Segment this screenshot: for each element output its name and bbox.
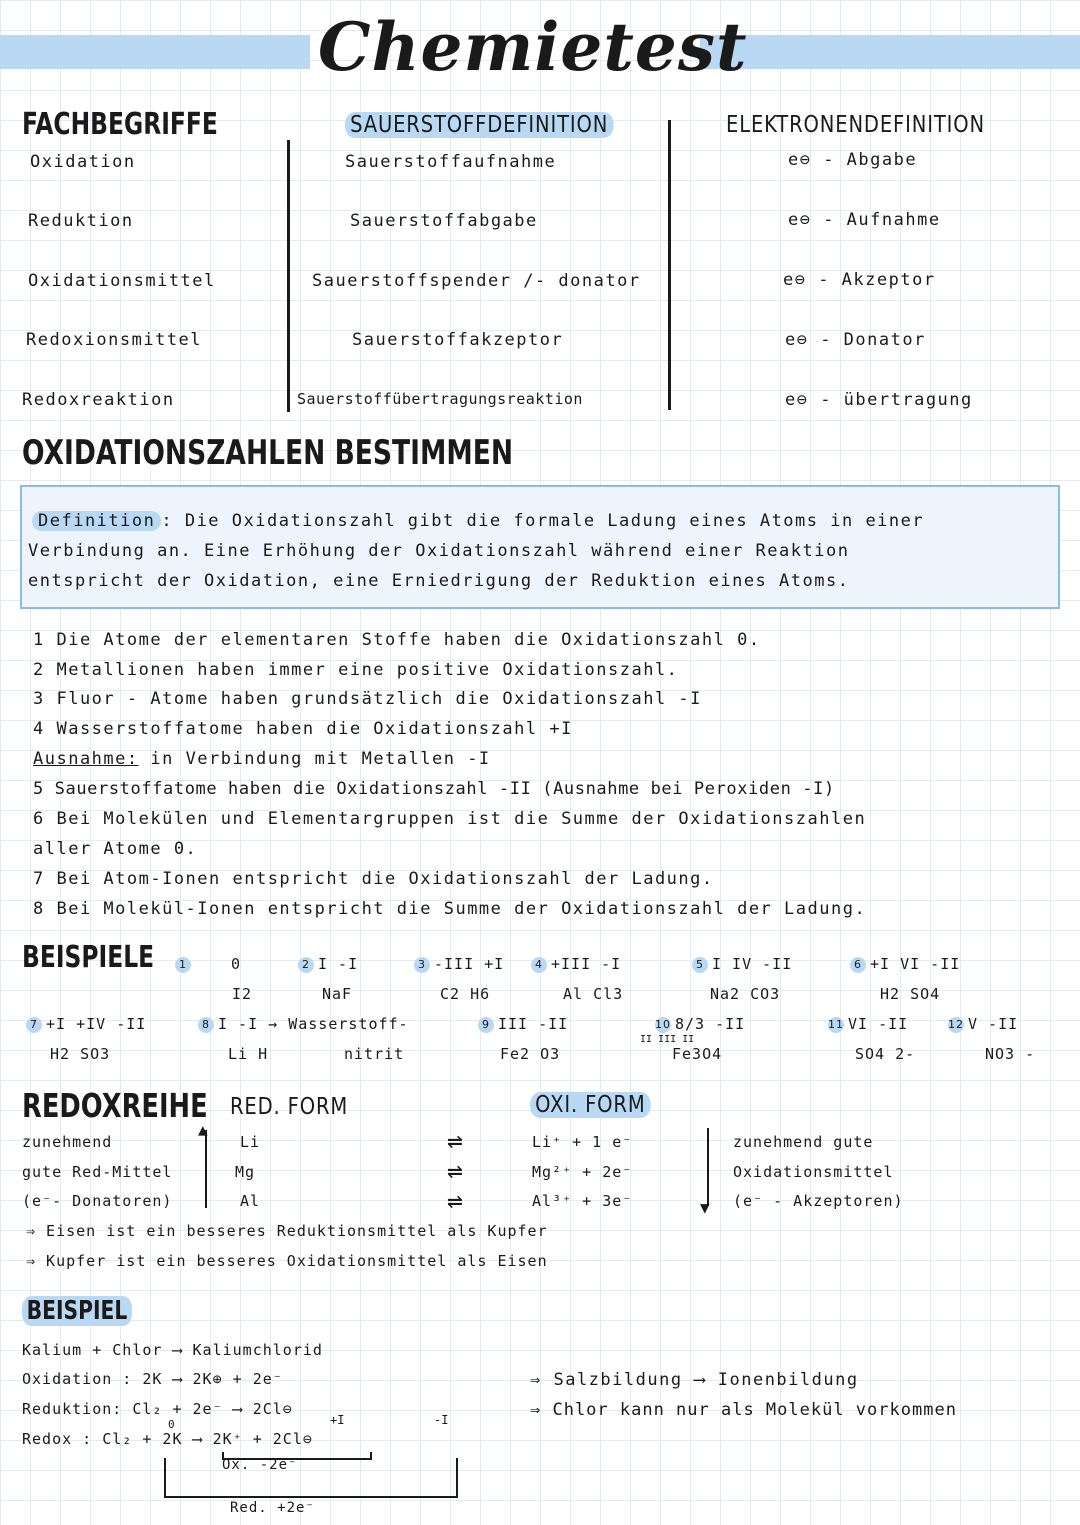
examples-heading: BEISPIELE: [22, 940, 155, 975]
example-10-sub: II III II: [640, 1034, 695, 1045]
example-6: [850, 955, 960, 973]
example-heading-text: BEISPIEL: [22, 1296, 132, 1326]
example-12-number: 12: [948, 1017, 964, 1031]
oxygen-oxidation: Sauerstoffaufnahme: [345, 152, 557, 172]
oxi-form-li: Li⁺ + 1 e⁻: [532, 1133, 633, 1151]
electron-redoxionsmittel: e⊖ - Donator: [785, 330, 926, 350]
right-label-3: (e⁻ - Akzeptoren): [733, 1192, 904, 1210]
reduction-mark: Red. +2e⁻: [230, 1500, 315, 1516]
example-6-number: 6: [850, 957, 866, 973]
example-11-ox: VI -II: [848, 1015, 909, 1033]
ox-number-minus-one: -I: [434, 1413, 449, 1427]
red-form-al: Al: [240, 1192, 261, 1210]
rule-4: 4 Wasserstoffatome haben die Oxidationszahl +I: [33, 719, 573, 739]
example-1-formula: I2: [232, 985, 253, 1003]
example-3-number: 3: [414, 957, 430, 973]
electron-oxidationsmittel: e⊖ - Akzeptor: [783, 270, 936, 290]
example-1-ox: 0: [231, 955, 242, 973]
red-form-mg: Mg: [235, 1163, 256, 1181]
electron-reduktion: e⊖ - Aufnahme: [788, 210, 941, 230]
example-9-formula: Fe2 O3: [500, 1045, 561, 1063]
definition-line-3: entspricht der Oxidation, eine Erniedrigung der Reduktion eines Atoms.: [28, 571, 850, 591]
rule-3: 3 Fluor - Atome haben grundsätzlich die Oxidationszahl -I: [33, 689, 702, 709]
oxi-form-heading: [530, 1092, 651, 1118]
result-1: ⇒ Salzbildung ⟶ Ionenbildung: [530, 1370, 859, 1390]
oxygen-redoxreaktion: Sauerstoffübertragungsreaktion: [297, 390, 583, 408]
example-7-number: 7: [26, 1017, 42, 1033]
arrow-down-icon: ▼: [700, 1198, 710, 1217]
oxidation-mark: Ox. -2e⁻: [222, 1457, 298, 1473]
example-7-ox: +I +IV -II: [46, 1015, 147, 1033]
definition-label: Definition: [32, 511, 161, 531]
oxygen-definition-heading-text: SAUERSTOFFDEFINITION: [345, 112, 613, 138]
equilibrium-icon-2: ⇌: [447, 1156, 463, 1186]
example-10-ox: 8/3 -II: [675, 1015, 746, 1033]
conclusion-1: ⇒ Eisen ist ein besseres Reduktionsmittel als Kupfer: [26, 1222, 548, 1240]
example-3-ox: -III +I: [434, 955, 505, 973]
example-8-ox: I -I → Wasserstoff-: [218, 1015, 409, 1033]
rule-8: 8 Bei Molekül-Ionen entspricht die Summe der Oxidationszahl der Ladung.: [33, 899, 867, 919]
equilibrium-icon-1: ⇌: [447, 1126, 463, 1156]
red-form-heading: RED. FORM: [230, 1094, 349, 1120]
example-7-formula: H2 SO3: [50, 1045, 111, 1063]
example-2: [298, 955, 358, 973]
exception-label: Ausnahme:: [33, 749, 139, 769]
example-3-formula: C2 H6: [440, 985, 491, 1003]
right-label-2: Oxidationsmittel: [733, 1163, 894, 1181]
example-3: [414, 955, 504, 973]
reaction-line-2: Oxidation : 2K ⟶ 2K⊕ + 2e⁻: [22, 1370, 283, 1388]
example-8: [198, 1015, 409, 1033]
example-8-formula-2: nitrit: [344, 1045, 405, 1063]
rule-2: 2 Metallionen haben immer eine positive Oxidationszahl.: [33, 660, 679, 680]
definition-line-1-text: : Die Oxidationszahl gibt die formale Ladung eines Atoms in einer: [161, 511, 925, 531]
example-6-formula: H2 SO4: [880, 985, 941, 1003]
page-title: Chemietest: [318, 8, 748, 86]
definition-line-2: Verbindung an. Eine Erhöhung der Oxidationszahl während einer Reaktion: [28, 541, 850, 561]
oxygen-definition-heading: [345, 112, 613, 138]
example-12-ox: V -II: [968, 1015, 1019, 1033]
example-11-number: 11: [828, 1017, 844, 1031]
example-1-number: 1: [175, 957, 191, 973]
oxi-form-mg: Mg²⁺ + 2e⁻: [532, 1163, 633, 1181]
example-11-formula: SO4 2-: [855, 1045, 916, 1063]
example-4-ox: +III -I: [551, 955, 622, 973]
result-2: ⇒ Chlor kann nur als Molekül vorkommen: [530, 1400, 957, 1420]
red-form-li: Li: [240, 1133, 261, 1151]
example-12-formula: NO3 -: [985, 1045, 1036, 1063]
electron-redoxreaktion: e⊖ - übertragung: [785, 390, 973, 410]
example-10-formula: Fe3O4: [672, 1045, 723, 1063]
column-divider-2: [668, 120, 671, 410]
example-9: [478, 1015, 568, 1033]
oxygen-reduktion: Sauerstoffabgabe: [350, 211, 538, 231]
example-heading: [22, 1296, 132, 1326]
rule-5: 5 Sauerstoffatome haben die Oxidationszahl -II (Ausnahme bei Peroxiden -I): [33, 779, 835, 799]
title-bar-right: [700, 35, 1080, 69]
rule-7: 7 Bei Atom-Ionen entspricht die Oxidationszahl der Ladung.: [33, 869, 714, 889]
example-4: [531, 955, 621, 973]
example-1: [175, 955, 241, 973]
electron-definition-heading: ELEKTRONENDEFINITION: [726, 112, 985, 138]
term-oxidation: Oxidation: [30, 152, 136, 172]
example-9-ox: III -II: [498, 1015, 569, 1033]
conclusion-2: ⇒ Kupfer ist ein besseres Oxidationsmittel als Eisen: [26, 1252, 548, 1270]
example-5-ox: I IV -II: [712, 955, 793, 973]
oxidation-numbers-heading: OXIDATIONSZAHLEN BESTIMMEN: [22, 433, 514, 473]
example-6-ox: +I VI -II: [870, 955, 961, 973]
arrow-up-icon: ▲: [198, 1120, 208, 1139]
example-5-formula: Na2 CO3: [710, 985, 781, 1003]
reaction-line-4: Redox : Cl₂ + 2K ⟶ 2K⁺ + 2Cl⊖: [22, 1430, 313, 1448]
right-label-1: zunehmend gute: [733, 1133, 874, 1151]
redox-series-heading: REDOXREIHE: [22, 1086, 208, 1125]
example-12: [948, 1015, 1018, 1033]
example-4-number: 4: [531, 957, 547, 973]
rule-4-exception: [33, 749, 491, 769]
term-reduktion: Reduktion: [28, 211, 134, 231]
arrow-up-line: [205, 1130, 207, 1208]
exception-text: in Verbindung mit Metallen -I: [138, 749, 491, 769]
rule-6a: 6 Bei Molekülen und Elementargruppen ist die Summe der Oxidationszahlen: [33, 809, 867, 829]
oxi-form-al: Al³⁺ + 3e⁻: [532, 1192, 633, 1210]
equilibrium-icon-3: ⇌: [447, 1186, 463, 1216]
left-label-2: gute Red-Mittel: [22, 1163, 173, 1181]
definition-box: [20, 485, 1060, 609]
reaction-line-3: Reduktion: Cl₂ + 2e⁻ ⟶ 2Cl⊖: [22, 1400, 293, 1418]
example-2-formula: NaF: [322, 985, 353, 1003]
definition-line-1: [32, 511, 924, 531]
example-2-ox: I -I: [318, 955, 359, 973]
example-9-number: 9: [478, 1017, 494, 1033]
ox-number-zero: 0: [168, 1418, 175, 1431]
example-2-number: 2: [298, 957, 314, 973]
term-oxidationsmittel: Oxidationsmittel: [28, 271, 216, 291]
reaction-line-1: Kalium + Chlor ⟶ Kaliumchlorid: [22, 1341, 323, 1359]
electron-oxidation: e⊖ - Abgabe: [788, 150, 918, 170]
term-redoxreaktion: Redoxreaktion: [22, 390, 175, 410]
example-4-formula: Al Cl3: [563, 985, 624, 1003]
rule-1: 1 Die Atome der elementaren Stoffe haben die Oxidationszahl 0.: [33, 630, 761, 650]
left-label-1: zunehmend: [22, 1133, 113, 1151]
example-5: [692, 955, 792, 973]
rule-6b: aller Atome 0.: [33, 839, 198, 859]
example-10-number: 10: [655, 1017, 671, 1031]
example-7: [26, 1015, 146, 1033]
column-divider-1: [287, 140, 290, 412]
example-8-formula: Li H: [228, 1045, 269, 1063]
example-5-number: 5: [692, 957, 708, 973]
oxi-form-heading-text: OXI. FORM: [530, 1092, 651, 1118]
example-8-number: 8: [198, 1017, 214, 1033]
example-11: [828, 1015, 908, 1033]
oxygen-oxidationsmittel: Sauerstoffspender /- donator: [312, 271, 641, 291]
terms-heading: FACHBEGRIFFE: [22, 107, 218, 142]
reduction-bracket: [164, 1458, 458, 1498]
title-bar-left: [0, 35, 310, 69]
example-10: [655, 1015, 745, 1033]
term-redoxionsmittel: Redoxionsmittel: [26, 330, 203, 350]
ox-number-plus-one: +I: [330, 1413, 345, 1427]
left-label-3: (e⁻- Donatoren): [22, 1192, 173, 1210]
arrow-down-line: [707, 1128, 709, 1206]
oxygen-redoxionsmittel: Sauerstoffakzeptor: [352, 330, 564, 350]
